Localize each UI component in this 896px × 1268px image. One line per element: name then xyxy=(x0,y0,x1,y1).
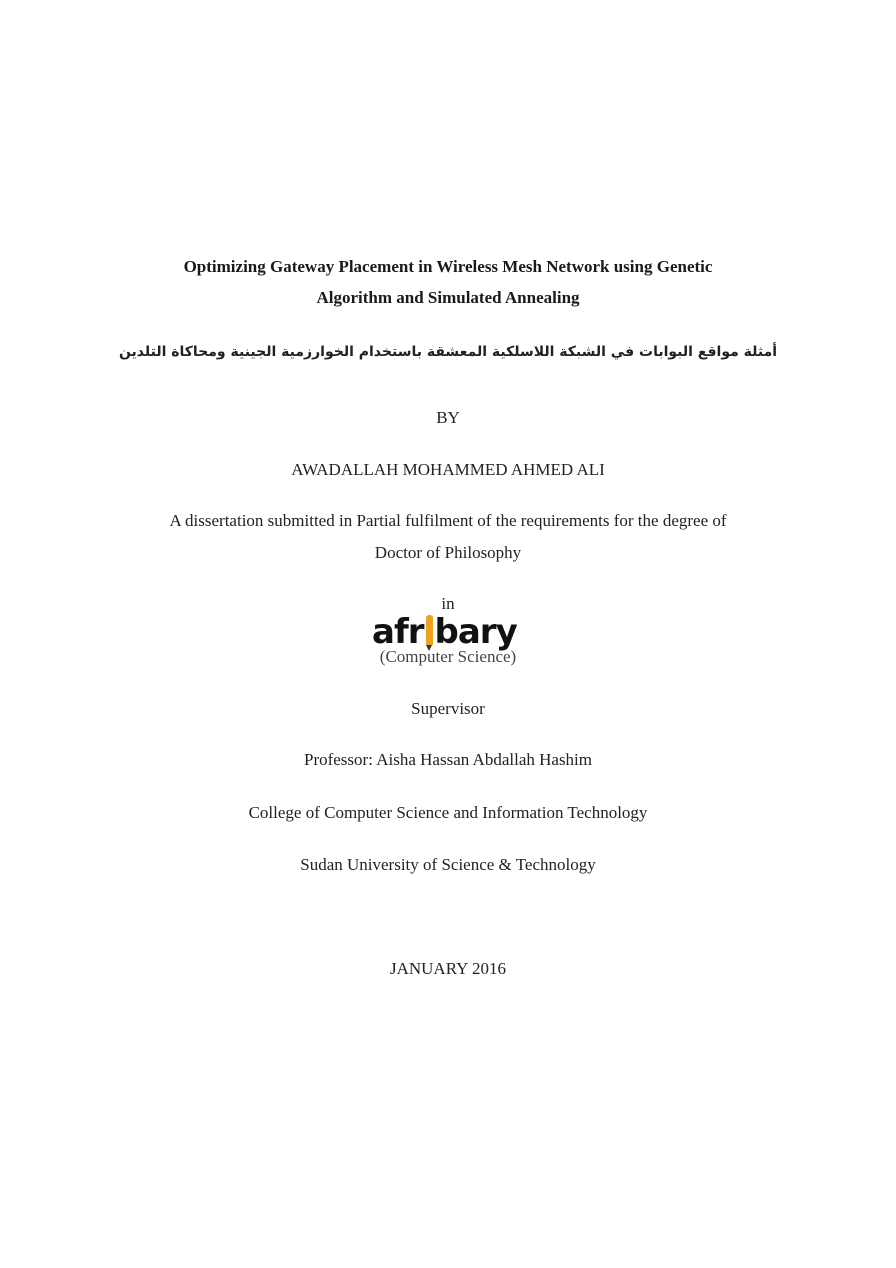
dissertation-line-2: Doctor of Philosophy xyxy=(374,543,522,562)
arabic-title: أمثلة مواقع البوابات في الشبكة اللاسلكية المعشقة باستخدام الخوارزمية الجينية ومحاكاة التلدين xyxy=(118,344,778,360)
pencil-icon xyxy=(426,615,433,645)
afribary-watermark-logo: afr bary xyxy=(372,612,517,652)
supervisor-label: Supervisor xyxy=(411,699,485,718)
by-label: BY xyxy=(436,408,460,427)
college: College of Computer Science and Information Technology xyxy=(248,803,648,822)
in-label: in xyxy=(441,594,455,613)
field-of-study: (Computer Science) xyxy=(379,647,517,666)
supervisor-name: Professor: Aisha Hassan Abdallah Hashim xyxy=(303,750,593,769)
title-line-2: Algorithm and Simulated Annealing xyxy=(316,288,580,307)
author-name: AWADALLAH MOHAMMED AHMED ALI xyxy=(291,460,605,479)
dissertation-line-1: A dissertation submitted in Partial fulfilment of the requirements for the degree of xyxy=(169,511,727,530)
date: JANUARY 2016 xyxy=(389,959,507,978)
university: Sudan University of Science & Technology xyxy=(300,855,596,874)
title-line-1: Optimizing Gateway Placement in Wireless Mesh Network using Genetic xyxy=(183,257,713,276)
